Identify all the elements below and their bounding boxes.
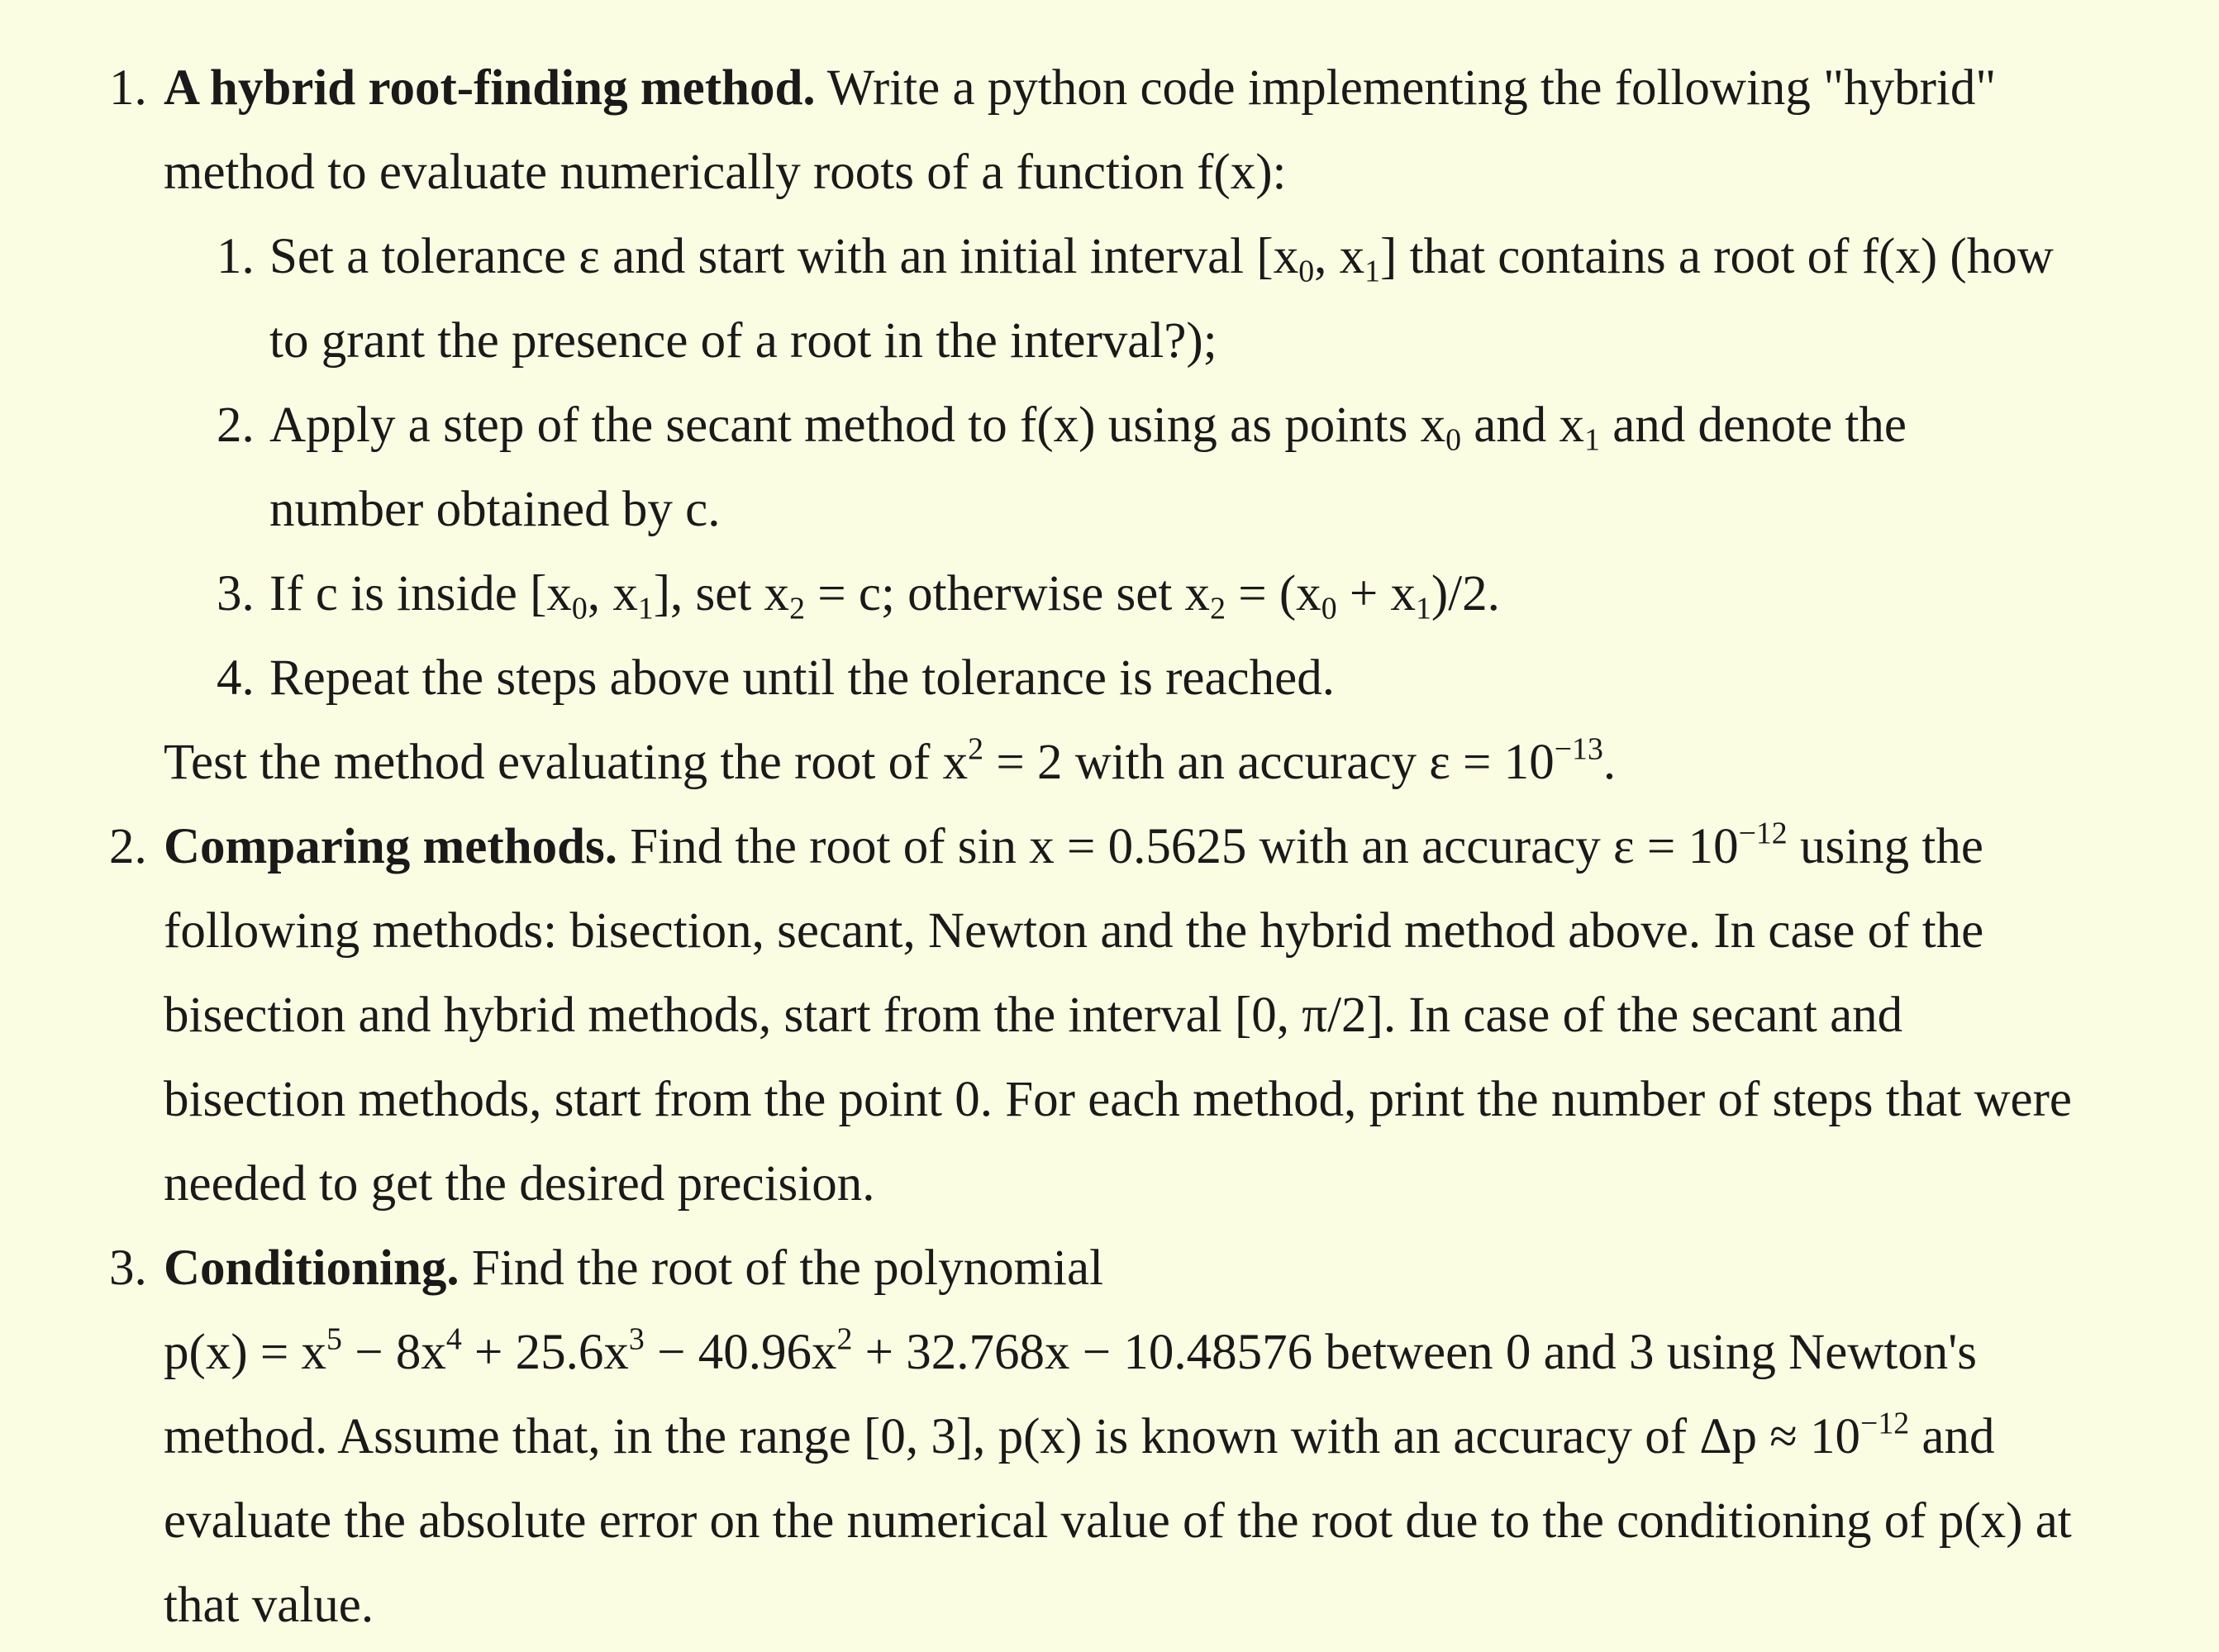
problem-1-text — [164, 46, 1996, 131]
subscript: 0 — [1321, 591, 1337, 626]
step-text-part: = c; otherwise set x — [804, 566, 1211, 621]
superscript: 2 — [836, 1321, 853, 1357]
subscript: 0 — [1298, 254, 1315, 289]
polynomial-part: p(x) = x — [164, 1325, 327, 1380]
test-text-part: = 2 with an accuracy ε = 10 — [983, 735, 1555, 790]
problem-number: 2. — [109, 819, 147, 874]
test-text-part: . — [1602, 735, 1617, 790]
step-text-continued: number obtained by c. — [269, 482, 721, 537]
step-text-part: If c is inside [x — [269, 566, 572, 621]
problem-title: A hybrid root-finding method. — [164, 60, 816, 116]
test-text-part: Test the method evaluating the root of x — [164, 735, 969, 790]
problem-3-text — [164, 1226, 1103, 1311]
polynomial-part: − 40.96x — [644, 1325, 837, 1380]
polynomial-part: + 25.6x — [461, 1325, 629, 1380]
superscript: −12 — [1860, 1406, 1910, 1441]
step-number: 1. — [217, 229, 255, 284]
polynomial-text — [164, 1311, 1977, 1395]
step-number: 2. — [217, 398, 255, 453]
step-text-part: ], set x — [653, 566, 790, 621]
problem-text-part: method. Assume that, in the range [0, 3], p(x) is known with an accuracy of Δp ≈ 10 — [164, 1409, 1861, 1464]
problem-number: 1. — [109, 60, 147, 116]
problem-text-continued: bisection methods, start from the point 0. For each method, print the number of steps that were — [164, 1072, 2073, 1127]
step-number: 3. — [217, 566, 255, 621]
problem-title: Comparing methods. — [164, 819, 618, 874]
problem-text-part: and — [1909, 1409, 1995, 1464]
step-text-part: = (x — [1225, 566, 1321, 621]
problem-2-text — [164, 805, 1983, 889]
step-number: 4. — [217, 650, 255, 706]
step-text-part: , x — [587, 566, 638, 621]
step-text — [269, 215, 2054, 299]
step-text-part: , x — [1314, 229, 1365, 284]
subscript: 0 — [571, 591, 588, 626]
step-text-part: ] that contains a root of f(x) (how — [1380, 229, 2054, 284]
step-text: Repeat the steps above until the tolerance is reached. — [269, 650, 1335, 706]
problem-text-continued: needed to get the desired precision. — [164, 1156, 875, 1212]
step-text-part: and denote the — [1599, 398, 1907, 453]
polynomial-part: + 32.768x − 10.48576 between 0 and 3 using Newton's — [852, 1325, 1978, 1380]
problem-number: 3. — [109, 1240, 147, 1296]
polynomial-part: − 8x — [341, 1325, 446, 1380]
problem-intro-continued: method to evaluate numerically roots of a function f(x): — [164, 145, 1287, 200]
step-text-part: Set a tolerance ε and start with an initial interval [x — [269, 229, 1299, 284]
step-text — [269, 552, 1500, 636]
superscript: 5 — [326, 1321, 342, 1357]
subscript: 1 — [1364, 254, 1381, 289]
step-text-part: and x — [1460, 398, 1585, 453]
problem-intro: Write a python code implementing the following "hybrid" — [826, 60, 1997, 116]
subscript: 1 — [637, 591, 654, 626]
problem-text-continued: following methods: bisection, secant, Newton and the hybrid method above. In case of the — [164, 903, 1984, 959]
subscript: 1 — [1416, 591, 1431, 626]
test-text — [164, 721, 1616, 805]
step-text — [269, 383, 1907, 468]
superscript: 2 — [968, 731, 984, 767]
subscript: 2 — [1210, 591, 1226, 626]
problem-text-continued: that value. — [164, 1578, 374, 1633]
problem-text-part: Find the root of sin x = 0.5625 with an accuracy ε = 10 — [630, 819, 1739, 874]
problem-text-continued: evaluate the absolute error on the numerical value of the root due to the conditioning of p(x) at — [164, 1493, 2072, 1549]
problem-text-continued: bisection and hybrid methods, start from the interval [0, π/2]. In case of the secant and — [164, 988, 1903, 1043]
superscript: 3 — [628, 1321, 645, 1357]
problem-text-part: using the — [1787, 819, 1983, 874]
problem-text-continued — [164, 1395, 1995, 1479]
step-text-part: Apply a step of the secant method to f(x) using as points x — [269, 398, 1446, 453]
superscript: −12 — [1738, 816, 1788, 851]
subscript: 0 — [1445, 422, 1461, 458]
subscript: 2 — [789, 591, 805, 626]
superscript: −13 — [1554, 731, 1603, 767]
problem-text-part: Find the root of the polynomial — [471, 1240, 1104, 1296]
problem-title: Conditioning. — [164, 1240, 460, 1296]
step-text-continued: to grant the presence of a root in the interval?); — [269, 313, 1217, 369]
step-text-part: )/2. — [1431, 566, 1500, 621]
step-text-part: + x — [1336, 566, 1416, 621]
superscript: 4 — [445, 1321, 462, 1357]
subscript: 1 — [1584, 422, 1600, 458]
